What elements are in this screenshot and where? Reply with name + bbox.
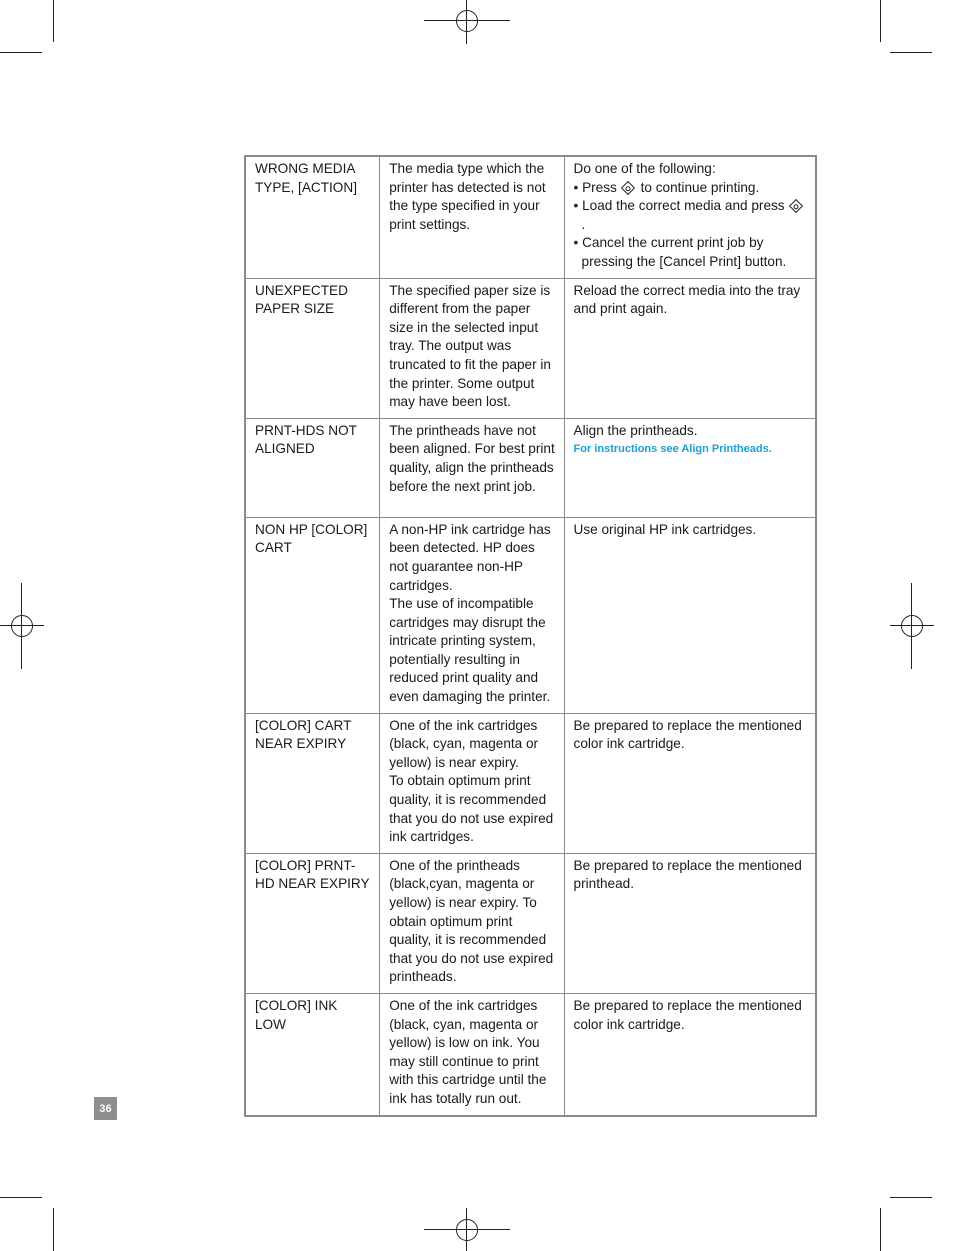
table-row bbox=[245, 418, 816, 517]
description-cell: One of the ink cartridges (black, cyan, magenta or yellow) is low on ink. You may still continue to print with this cartridge until the ink has totally run out. bbox=[380, 993, 564, 1115]
action-cell bbox=[564, 156, 816, 278]
bullet-item bbox=[574, 197, 807, 234]
registration-mark-bottom bbox=[424, 1208, 510, 1251]
description-cell: The printheads have not been aligned. For best print quality, align the printheads before the next print job. bbox=[380, 418, 564, 517]
crop-mark bbox=[890, 1197, 932, 1198]
bullet-item: • Cancel the current print job by pressing the [Cancel Print] button. bbox=[573, 235, 787, 269]
message-cell: [COLOR] PRNT-HD NEAR EXPIRY bbox=[245, 853, 380, 993]
crop-mark bbox=[53, 0, 54, 42]
table-row bbox=[245, 156, 816, 278]
table-row bbox=[245, 278, 816, 418]
bullet-text: . bbox=[581, 216, 586, 232]
action-intro: Do one of the following: bbox=[573, 161, 716, 176]
description-cell: The specified paper size is different from the paper size in the selected input tray. The output was truncated to fit the paper in the printer. Some output may have been lost. bbox=[380, 278, 564, 418]
message-cell: UNEXPECTED PAPER SIZE bbox=[245, 278, 380, 418]
registration-mark-right bbox=[890, 583, 934, 669]
crop-mark bbox=[880, 1208, 881, 1251]
action-cell: Use original HP ink cartridges. bbox=[564, 517, 816, 713]
description-text: One of the ink cartridges (black, cyan, magenta or yellow) is near expiry. bbox=[389, 717, 539, 770]
description-cell bbox=[380, 713, 564, 853]
bullet-text: • Press bbox=[573, 179, 617, 195]
crop-mark bbox=[890, 52, 932, 53]
action-cell: Be prepared to replace the mentioned color ink cartridge. bbox=[564, 713, 816, 853]
action-cell: Reload the correct media into the tray and print again. bbox=[564, 278, 816, 418]
table-row bbox=[245, 517, 816, 713]
message-cell: PRNT-HDS NOT ALIGNED bbox=[245, 418, 380, 517]
message-cell: WRONG MEDIA TYPE, [ACTION] bbox=[245, 156, 380, 278]
table-row bbox=[245, 853, 816, 993]
crop-mark bbox=[880, 0, 881, 42]
description-cell: One of the printheads (black,cyan, magenta or yellow) is near expiry. To obtain optimum print quality, it is recommended that you do not use expired printheads. bbox=[380, 853, 564, 993]
description-text: The use of incompatible cartridges may disrupt the intricate printing system, potentially resulting in reduced print quality and even damaging the printer. bbox=[389, 596, 551, 705]
action-cell bbox=[564, 418, 816, 517]
error-message-table bbox=[244, 155, 817, 1117]
message-cell: [COLOR] INK LOW bbox=[245, 993, 380, 1115]
bullet-text: • Load the correct media and press bbox=[573, 198, 785, 214]
crop-mark bbox=[0, 1197, 42, 1198]
bullet-text: to continue printing. bbox=[640, 179, 760, 195]
crop-mark bbox=[53, 1208, 54, 1251]
action-text: Align the printheads. bbox=[573, 422, 698, 438]
registration-mark-left bbox=[0, 583, 44, 669]
diamond-button-icon bbox=[621, 180, 635, 194]
description-text: A non-HP ink cartridge has been detected. HP does not guarantee non-HP cartridges. bbox=[389, 521, 551, 593]
align-printheads-link[interactable]: For instructions see Align Printheads. bbox=[573, 443, 772, 456]
page-number-badge: 36 bbox=[94, 1097, 117, 1120]
table-row bbox=[245, 993, 816, 1115]
description-text: To obtain optimum print quality, it is recommended that you do not use expired ink cartridges. bbox=[389, 773, 554, 845]
description-cell: The media type which the printer has detected is not the type specified in your print settings. bbox=[380, 156, 564, 278]
action-cell: Be prepared to replace the mentioned printhead. bbox=[564, 853, 816, 993]
diamond-button-icon bbox=[789, 199, 803, 213]
crop-mark bbox=[0, 52, 42, 53]
bullet-item bbox=[574, 179, 807, 198]
action-cell: Be prepared to replace the mentioned color ink cartridge. bbox=[564, 993, 816, 1115]
registration-mark-top bbox=[424, 0, 510, 44]
table-row bbox=[245, 713, 816, 853]
message-cell: [COLOR] CART NEAR EXPIRY bbox=[245, 713, 380, 853]
message-cell: NON HP [COLOR] CART bbox=[245, 517, 380, 713]
description-cell bbox=[380, 517, 564, 713]
